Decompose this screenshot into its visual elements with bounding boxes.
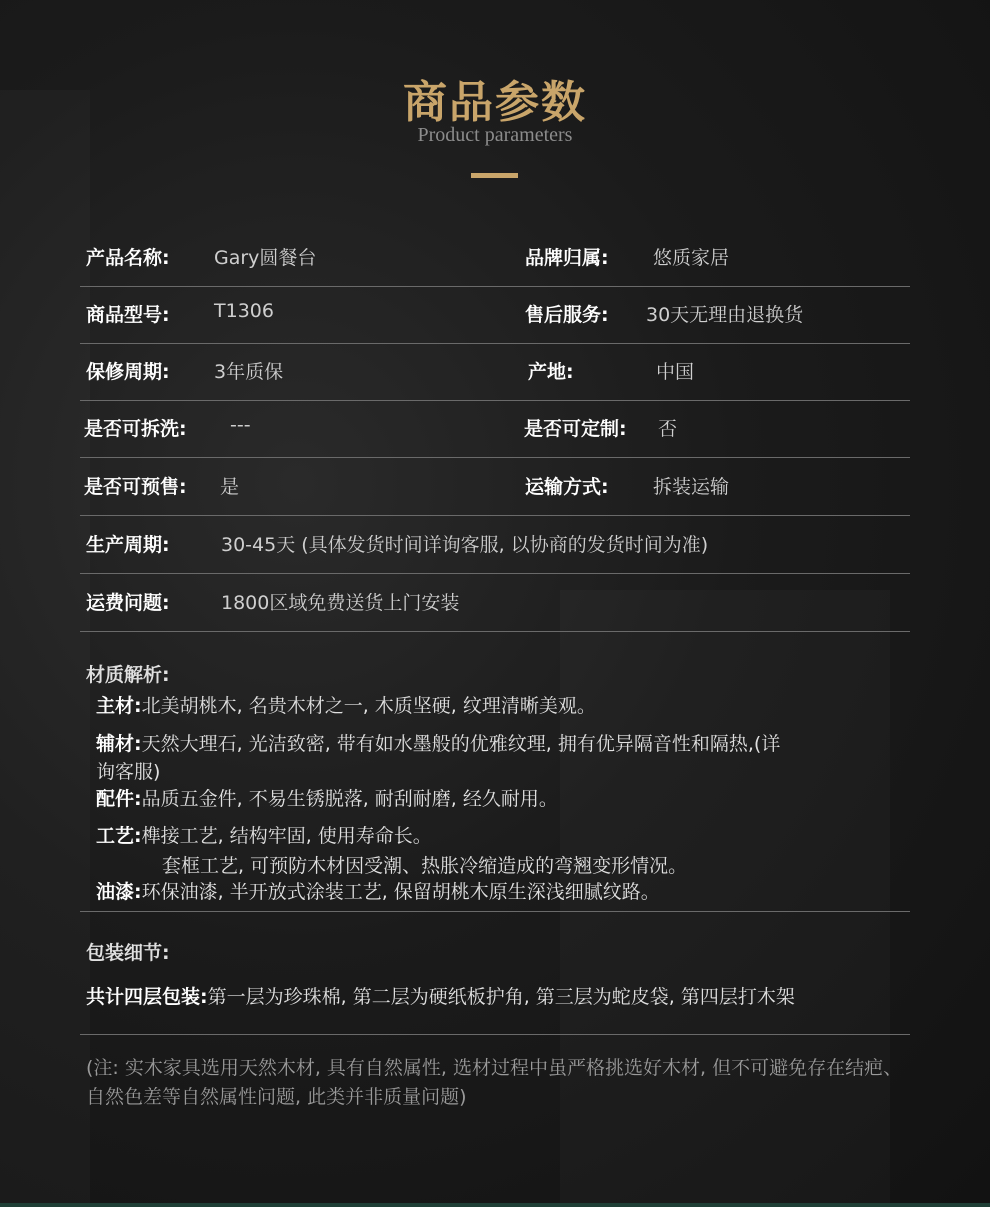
page-title: 商品参数 bbox=[403, 77, 587, 128]
material-main bbox=[96, 691, 596, 718]
param-value: 30天无理由退换货 bbox=[646, 304, 804, 326]
material-craft-cont: 套框工艺, 可预防木材因受潮、热胀冷缩造成的弯翘变形情况。 bbox=[162, 855, 688, 877]
material-text: 北美胡桃木, 名贵木材之一, 木质坚硬, 纹理清晰美观。 bbox=[141, 695, 596, 717]
material-parts bbox=[96, 784, 558, 811]
param-value: --- bbox=[230, 414, 251, 436]
param-row bbox=[80, 400, 910, 458]
param-label: 产品名称: bbox=[86, 247, 170, 269]
material-aux-cont: 询客服) bbox=[96, 761, 161, 783]
param-value: 30-45天 (具体发货时间详询客服, 以协商的发货时间为准) bbox=[221, 534, 709, 556]
packaging-text: 第一层为珍珠棉, 第二层为硬纸板护角, 第三层为蛇皮袋, 第四层打木架 bbox=[207, 986, 795, 1008]
param-row bbox=[80, 286, 910, 344]
material-text: 榫接工艺, 结构牢固, 使用寿命长。 bbox=[141, 825, 432, 847]
title-accent-bar bbox=[471, 173, 518, 178]
param-label: 是否可定制: bbox=[524, 418, 627, 440]
packaging-heading: 包装细节: bbox=[86, 942, 170, 964]
param-label: 运费问题: bbox=[86, 592, 170, 614]
param-value: T1306 bbox=[214, 300, 274, 322]
param-label: 保修周期: bbox=[86, 361, 170, 383]
material-label: 工艺: bbox=[96, 825, 142, 847]
material-craft bbox=[96, 821, 432, 848]
param-label: 商品型号: bbox=[86, 304, 170, 326]
disclaimer-note: (注: 实木家具选用天然木材, 具有自然属性, 选材过程中虽严格挑选好木材, 但不可避免存在结疤、自然色差等自然属性问题, 此类并非质量问题) bbox=[86, 1057, 903, 1109]
param-value: 中国 bbox=[656, 361, 695, 383]
section-divider bbox=[80, 911, 910, 912]
materials-heading: 材质解析: bbox=[86, 664, 170, 686]
page-subtitle: Product parameters bbox=[417, 124, 573, 146]
param-label: 是否可拆洗: bbox=[84, 418, 187, 440]
param-value: 是 bbox=[220, 476, 240, 498]
param-value: 否 bbox=[658, 418, 678, 440]
packaging-detail bbox=[86, 982, 795, 1009]
packaging-label: 共计四层包装: bbox=[86, 986, 208, 1008]
section-divider bbox=[80, 1034, 910, 1035]
param-row bbox=[80, 574, 910, 632]
material-text: 品质五金件, 不易生锈脱落, 耐刮耐磨, 经久耐用。 bbox=[141, 788, 558, 810]
bottom-accent-bar bbox=[0, 1203, 990, 1207]
material-label: 主材: bbox=[96, 695, 142, 717]
param-label: 产地: bbox=[528, 361, 574, 383]
param-row bbox=[80, 516, 910, 574]
param-label: 是否可预售: bbox=[84, 476, 187, 498]
material-paint bbox=[96, 877, 660, 904]
param-value: 拆装运输 bbox=[653, 476, 730, 498]
material-text: 天然大理石, 光洁致密, 带有如水墨般的优雅纹理, 拥有优异隔音性和隔热,(详 bbox=[141, 733, 781, 755]
material-text: 环保油漆, 半开放式涂装工艺, 保留胡桃木原生深浅细腻纹路。 bbox=[141, 881, 660, 903]
param-value: Gary圆餐台 bbox=[214, 247, 317, 269]
param-row bbox=[80, 458, 910, 516]
background-shape bbox=[0, 90, 90, 1207]
param-label: 生产周期: bbox=[86, 534, 170, 556]
material-label: 配件: bbox=[96, 788, 142, 810]
param-value: 悠质家居 bbox=[653, 247, 730, 269]
param-label: 售后服务: bbox=[525, 304, 609, 326]
param-row bbox=[80, 229, 910, 287]
material-aux bbox=[96, 729, 780, 756]
param-row bbox=[80, 343, 910, 401]
material-label: 油漆: bbox=[96, 881, 142, 903]
param-label: 品牌归属: bbox=[525, 247, 609, 269]
param-label: 运输方式: bbox=[525, 476, 609, 498]
param-value: 1800区域免费送货上门安装 bbox=[221, 592, 460, 614]
material-label: 辅材: bbox=[96, 733, 142, 755]
param-value: 3年质保 bbox=[214, 361, 284, 383]
